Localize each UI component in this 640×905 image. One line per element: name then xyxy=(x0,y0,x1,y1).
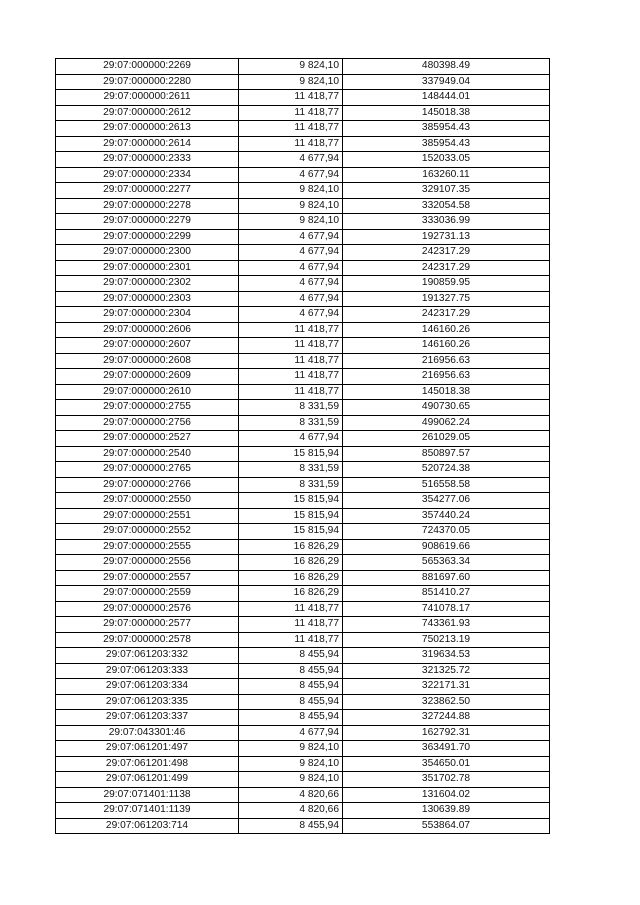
value-cell: 750213.19 xyxy=(343,632,550,648)
table-row xyxy=(56,369,550,385)
table-row xyxy=(56,756,550,772)
value-cell: 192731.13 xyxy=(343,229,550,245)
value-cell: 363491.70 xyxy=(343,741,550,757)
rate-cell: 8 331,59 xyxy=(239,400,343,416)
table-row xyxy=(56,90,550,106)
cadastral-number-cell: 29:07:000000:2555 xyxy=(56,539,239,555)
cadastral-number-cell: 29:07:000000:2756 xyxy=(56,415,239,431)
cadastral-number-cell: 29:07:000000:2334 xyxy=(56,167,239,183)
cadastral-number-cell: 29:07:000000:2303 xyxy=(56,291,239,307)
rate-cell: 9 824,10 xyxy=(239,756,343,772)
rate-cell: 11 418,77 xyxy=(239,369,343,385)
rate-cell: 9 824,10 xyxy=(239,772,343,788)
cadastral-number-cell: 29:07:000000:2608 xyxy=(56,353,239,369)
rate-cell: 11 418,77 xyxy=(239,338,343,354)
value-cell: 216956.63 xyxy=(343,369,550,385)
cadastral-number-cell: 29:07:071401:1138 xyxy=(56,787,239,803)
rate-cell: 4 677,94 xyxy=(239,291,343,307)
cadastral-number-cell: 29:07:000000:2300 xyxy=(56,245,239,261)
cadastral-number-cell: 29:07:061203:334 xyxy=(56,679,239,695)
table-row xyxy=(56,632,550,648)
value-cell: 357440.24 xyxy=(343,508,550,524)
value-cell: 516558.58 xyxy=(343,477,550,493)
table-row xyxy=(56,353,550,369)
cadastral-number-cell: 29:07:000000:2556 xyxy=(56,555,239,571)
table-row xyxy=(56,291,550,307)
value-cell: 881697.60 xyxy=(343,570,550,586)
cadastral-number-cell: 29:07:000000:2279 xyxy=(56,214,239,230)
value-cell: 131604.02 xyxy=(343,787,550,803)
value-cell: 319634.53 xyxy=(343,648,550,664)
value-cell: 148444.01 xyxy=(343,90,550,106)
cadastral-number-cell: 29:07:000000:2551 xyxy=(56,508,239,524)
value-cell: 146160.26 xyxy=(343,322,550,338)
cadastral-number-cell: 29:07:061201:498 xyxy=(56,756,239,772)
rate-cell: 11 418,77 xyxy=(239,121,343,137)
rate-cell: 9 824,10 xyxy=(239,214,343,230)
value-cell: 851410.27 xyxy=(343,586,550,602)
cadastral-number-cell: 29:07:000000:2755 xyxy=(56,400,239,416)
cadastral-number-cell: 29:07:043301:46 xyxy=(56,725,239,741)
table-row xyxy=(56,617,550,633)
rate-cell: 16 826,29 xyxy=(239,555,343,571)
rate-cell: 11 418,77 xyxy=(239,90,343,106)
rate-cell: 9 824,10 xyxy=(239,59,343,75)
rate-cell: 4 820,66 xyxy=(239,803,343,819)
value-cell: 327244.88 xyxy=(343,710,550,726)
cadastral-number-cell: 29:07:000000:2577 xyxy=(56,617,239,633)
value-cell: 354277.06 xyxy=(343,493,550,509)
value-cell: 520724.38 xyxy=(343,462,550,478)
table-row xyxy=(56,229,550,245)
value-cell: 908619.66 xyxy=(343,539,550,555)
rate-cell: 9 824,10 xyxy=(239,74,343,90)
table-row xyxy=(56,105,550,121)
table-row xyxy=(56,276,550,292)
cadastral-number-cell: 29:07:000000:2607 xyxy=(56,338,239,354)
rate-cell: 8 331,59 xyxy=(239,462,343,478)
table-row xyxy=(56,477,550,493)
cadastral-number-cell: 29:07:000000:2269 xyxy=(56,59,239,75)
rate-cell: 11 418,77 xyxy=(239,322,343,338)
table-row xyxy=(56,152,550,168)
table-row xyxy=(56,307,550,323)
value-cell: 130639.89 xyxy=(343,803,550,819)
value-cell: 332054.58 xyxy=(343,198,550,214)
cadastral-number-cell: 29:07:000000:2765 xyxy=(56,462,239,478)
value-cell: 385954.43 xyxy=(343,136,550,152)
table-row xyxy=(56,167,550,183)
cadastral-number-cell: 29:07:000000:2612 xyxy=(56,105,239,121)
cadastral-number-cell: 29:07:000000:2576 xyxy=(56,601,239,617)
value-cell: 242317.29 xyxy=(343,245,550,261)
table-row xyxy=(56,183,550,199)
rate-cell: 11 418,77 xyxy=(239,617,343,633)
value-cell: 242317.29 xyxy=(343,260,550,276)
rate-cell: 4 677,94 xyxy=(239,725,343,741)
value-cell: 321325.72 xyxy=(343,663,550,679)
value-cell: 329107.35 xyxy=(343,183,550,199)
cadastral-number-cell: 29:07:061201:499 xyxy=(56,772,239,788)
value-cell: 354650.01 xyxy=(343,756,550,772)
value-cell: 323862.50 xyxy=(343,694,550,710)
table-row xyxy=(56,260,550,276)
value-cell: 480398.49 xyxy=(343,59,550,75)
cadastral-number-cell: 29:07:000000:2578 xyxy=(56,632,239,648)
table-row xyxy=(56,787,550,803)
table-row xyxy=(56,818,550,834)
rate-cell: 16 826,29 xyxy=(239,570,343,586)
rate-cell: 15 815,94 xyxy=(239,508,343,524)
table-row xyxy=(56,570,550,586)
cadastral-number-cell: 29:07:000000:2557 xyxy=(56,570,239,586)
cadastral-number-cell: 29:07:061203:332 xyxy=(56,648,239,664)
rate-cell: 8 455,94 xyxy=(239,694,343,710)
rate-cell: 8 455,94 xyxy=(239,648,343,664)
value-cell: 190859.95 xyxy=(343,276,550,292)
rate-cell: 9 824,10 xyxy=(239,198,343,214)
cadastral-number-cell: 29:07:000000:2278 xyxy=(56,198,239,214)
value-cell: 322171.31 xyxy=(343,679,550,695)
rate-cell: 11 418,77 xyxy=(239,601,343,617)
table-row xyxy=(56,803,550,819)
value-cell: 741078.17 xyxy=(343,601,550,617)
rate-cell: 4 820,66 xyxy=(239,787,343,803)
value-cell: 490730.65 xyxy=(343,400,550,416)
cadastral-number-cell: 29:07:061203:335 xyxy=(56,694,239,710)
cadastral-number-cell: 29:07:061201:497 xyxy=(56,741,239,757)
rate-cell: 15 815,94 xyxy=(239,524,343,540)
table-row xyxy=(56,555,550,571)
rate-cell: 16 826,29 xyxy=(239,539,343,555)
table-row xyxy=(56,772,550,788)
table-row xyxy=(56,539,550,555)
value-cell: 385954.43 xyxy=(343,121,550,137)
rate-cell: 15 815,94 xyxy=(239,446,343,462)
cadastral-number-cell: 29:07:000000:2606 xyxy=(56,322,239,338)
table-row xyxy=(56,741,550,757)
cadastral-number-cell: 29:07:061203:714 xyxy=(56,818,239,834)
table-body xyxy=(56,59,550,834)
table-row xyxy=(56,601,550,617)
table-row xyxy=(56,586,550,602)
value-cell: 351702.78 xyxy=(343,772,550,788)
table-row xyxy=(56,508,550,524)
value-cell: 499062.24 xyxy=(343,415,550,431)
value-cell: 724370.05 xyxy=(343,524,550,540)
cadastral-number-cell: 29:07:000000:2280 xyxy=(56,74,239,90)
rate-cell: 11 418,77 xyxy=(239,632,343,648)
value-cell: 145018.38 xyxy=(343,384,550,400)
cadastral-number-cell: 29:07:000000:2302 xyxy=(56,276,239,292)
cadastral-number-cell: 29:07:000000:2527 xyxy=(56,431,239,447)
rate-cell: 4 677,94 xyxy=(239,167,343,183)
rate-cell: 4 677,94 xyxy=(239,276,343,292)
value-cell: 145018.38 xyxy=(343,105,550,121)
table-row xyxy=(56,725,550,741)
table-row xyxy=(56,679,550,695)
cadastral-number-cell: 29:07:000000:2614 xyxy=(56,136,239,152)
cadastral-number-cell: 29:07:071401:1139 xyxy=(56,803,239,819)
cadastral-number-cell: 29:07:000000:2304 xyxy=(56,307,239,323)
cadastral-number-cell: 29:07:000000:2277 xyxy=(56,183,239,199)
value-cell: 191327.75 xyxy=(343,291,550,307)
table-row xyxy=(56,524,550,540)
value-cell: 162792.31 xyxy=(343,725,550,741)
rate-cell: 11 418,77 xyxy=(239,384,343,400)
rate-cell: 8 331,59 xyxy=(239,415,343,431)
table-row xyxy=(56,462,550,478)
cadastral-number-cell: 29:07:000000:2559 xyxy=(56,586,239,602)
value-cell: 242317.29 xyxy=(343,307,550,323)
table-row xyxy=(56,415,550,431)
cadastral-number-cell: 29:07:000000:2609 xyxy=(56,369,239,385)
rate-cell: 11 418,77 xyxy=(239,105,343,121)
rate-cell: 8 455,94 xyxy=(239,818,343,834)
value-cell: 216956.63 xyxy=(343,353,550,369)
table-row xyxy=(56,694,550,710)
data-table xyxy=(55,58,550,834)
rate-cell: 4 677,94 xyxy=(239,307,343,323)
cadastral-number-cell: 29:07:000000:2613 xyxy=(56,121,239,137)
rate-cell: 9 824,10 xyxy=(239,741,343,757)
value-cell: 146160.26 xyxy=(343,338,550,354)
cadastral-number-cell: 29:07:000000:2766 xyxy=(56,477,239,493)
cadastral-number-cell: 29:07:061203:333 xyxy=(56,663,239,679)
table-row xyxy=(56,74,550,90)
cadastral-number-cell: 29:07:000000:2301 xyxy=(56,260,239,276)
cadastral-number-cell: 29:07:000000:2611 xyxy=(56,90,239,106)
rate-cell: 4 677,94 xyxy=(239,245,343,261)
rate-cell: 16 826,29 xyxy=(239,586,343,602)
value-cell: 850897.57 xyxy=(343,446,550,462)
cadastral-number-cell: 29:07:000000:2550 xyxy=(56,493,239,509)
rate-cell: 4 677,94 xyxy=(239,260,343,276)
rate-cell: 8 455,94 xyxy=(239,679,343,695)
value-cell: 565363.34 xyxy=(343,555,550,571)
rate-cell: 11 418,77 xyxy=(239,353,343,369)
table-row xyxy=(56,663,550,679)
rate-cell: 4 677,94 xyxy=(239,431,343,447)
table-row xyxy=(56,59,550,75)
cadastral-number-cell: 29:07:000000:2540 xyxy=(56,446,239,462)
value-cell: 163260.11 xyxy=(343,167,550,183)
table-row xyxy=(56,400,550,416)
rate-cell: 4 677,94 xyxy=(239,152,343,168)
table-row xyxy=(56,446,550,462)
cadastral-number-cell: 29:07:000000:2610 xyxy=(56,384,239,400)
rate-cell: 11 418,77 xyxy=(239,136,343,152)
table-row xyxy=(56,710,550,726)
cadastral-number-cell: 29:07:061203:337 xyxy=(56,710,239,726)
cadastral-number-cell: 29:07:000000:2299 xyxy=(56,229,239,245)
value-cell: 743361.93 xyxy=(343,617,550,633)
table-row xyxy=(56,384,550,400)
table-row xyxy=(56,245,550,261)
table-row xyxy=(56,198,550,214)
value-cell: 152033.05 xyxy=(343,152,550,168)
rate-cell: 8 455,94 xyxy=(239,663,343,679)
table-row xyxy=(56,338,550,354)
value-cell: 337949.04 xyxy=(343,74,550,90)
value-cell: 553864.07 xyxy=(343,818,550,834)
table-row xyxy=(56,136,550,152)
cadastral-number-cell: 29:07:000000:2333 xyxy=(56,152,239,168)
value-cell: 333036.99 xyxy=(343,214,550,230)
rate-cell: 15 815,94 xyxy=(239,493,343,509)
rate-cell: 4 677,94 xyxy=(239,229,343,245)
value-cell: 261029.05 xyxy=(343,431,550,447)
table-row xyxy=(56,121,550,137)
table-row xyxy=(56,214,550,230)
table-row xyxy=(56,322,550,338)
rate-cell: 9 824,10 xyxy=(239,183,343,199)
rate-cell: 8 455,94 xyxy=(239,710,343,726)
cadastral-number-cell: 29:07:000000:2552 xyxy=(56,524,239,540)
table-row xyxy=(56,493,550,509)
rate-cell: 8 331,59 xyxy=(239,477,343,493)
table-row xyxy=(56,431,550,447)
table-row xyxy=(56,648,550,664)
